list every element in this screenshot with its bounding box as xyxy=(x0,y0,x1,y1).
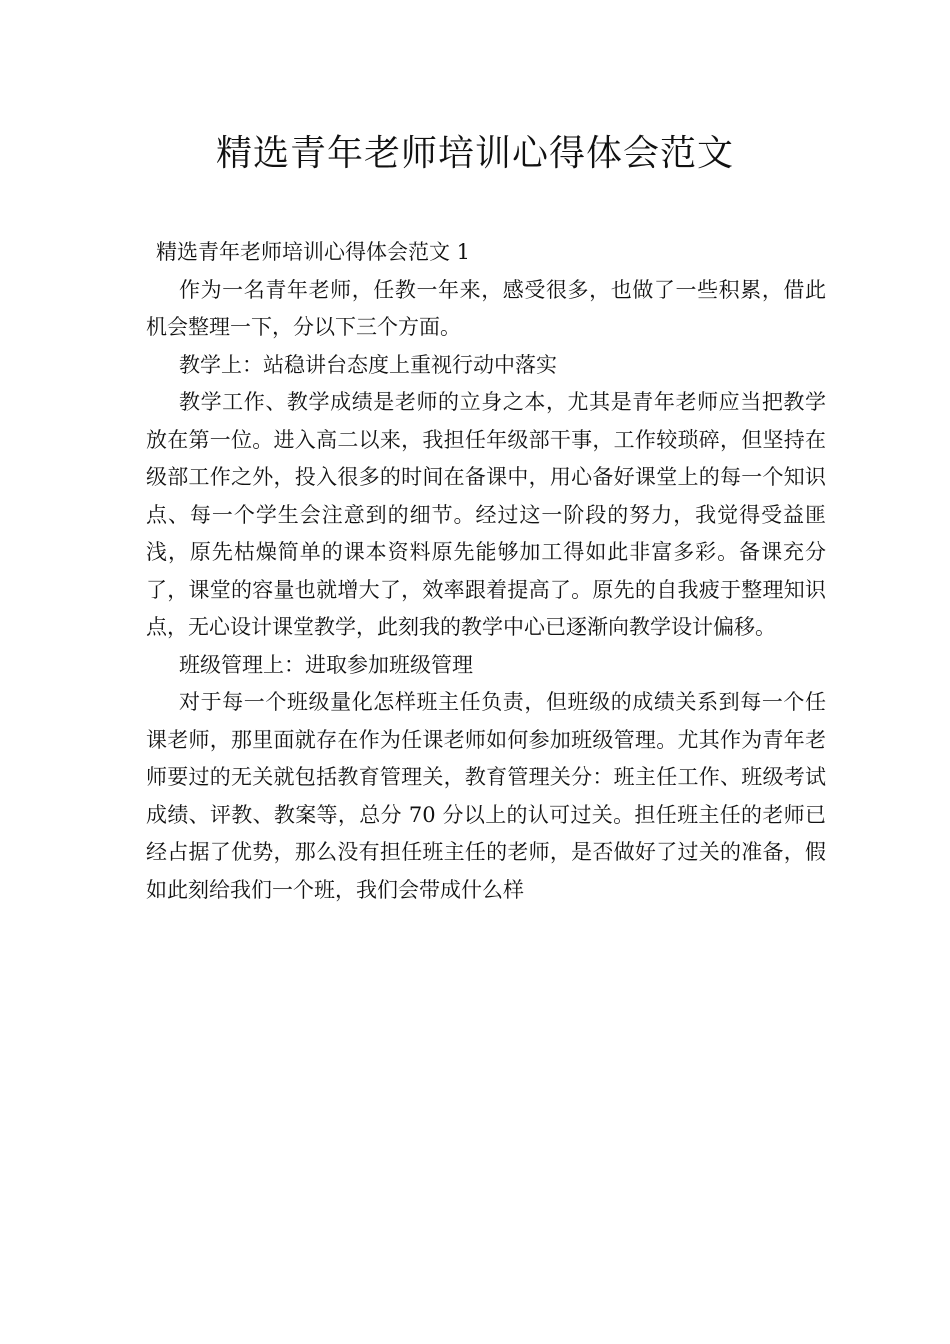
section-heading-class-management: 班级管理上：进取参加班级管理 xyxy=(179,652,473,677)
paragraph: 对于每一个班级量化怎样班主任负责，但班级的成绩关系到每一个任课老师，那里面就存在作为任课老师如何参加班级管理。尤其作为青年老师要过的无关就包括教育管理关，教育管理关分：班主任工作、班级考试成绩、评教、教案等，总分 70 分以上的认可过关。担任班主任的老师已经占据了优势，那么没有担任班主任的老师，是否做好了过关的准备，假如此刻给我们一个班，我们会带成什么样 xyxy=(146,690,826,902)
paragraph: 教学工作、教学成绩是老师的立身之本，尤其是青年老师应当把教学放在第一位。进入高二以来，我担任年级部干事，工作较琐碎，但坚持在级部工作之外，投入很多的时间在备课中，用心备好课堂上的每一个知识点、每一个学生会注意到的细节。经过这一阶段的努力，我觉得受益匪浅，原先枯燥简单的课本资料原先能够加工得如此非富多彩。备课充分了，课堂的容量也就增大了，效率跟着提高了。原先的自我疲于整理知识点，无心设计课堂教学，此刻我的教学中心已逐渐向教学设计偏移。 xyxy=(146,390,826,639)
document-title: 精选青年老师培训心得体会范文 xyxy=(215,133,734,174)
section-heading-teaching: 教学上：站稳讲台态度上重视行动中落实 xyxy=(179,352,557,377)
paragraph: 作为一名青年老师，任教一年来，感受很多，也做了一些积累，借此机会整理一下，分以下三个方面。 xyxy=(146,277,826,339)
section-subtitle: 精选青年老师培训心得体会范文 1 xyxy=(156,240,471,264)
document-body xyxy=(146,234,826,909)
